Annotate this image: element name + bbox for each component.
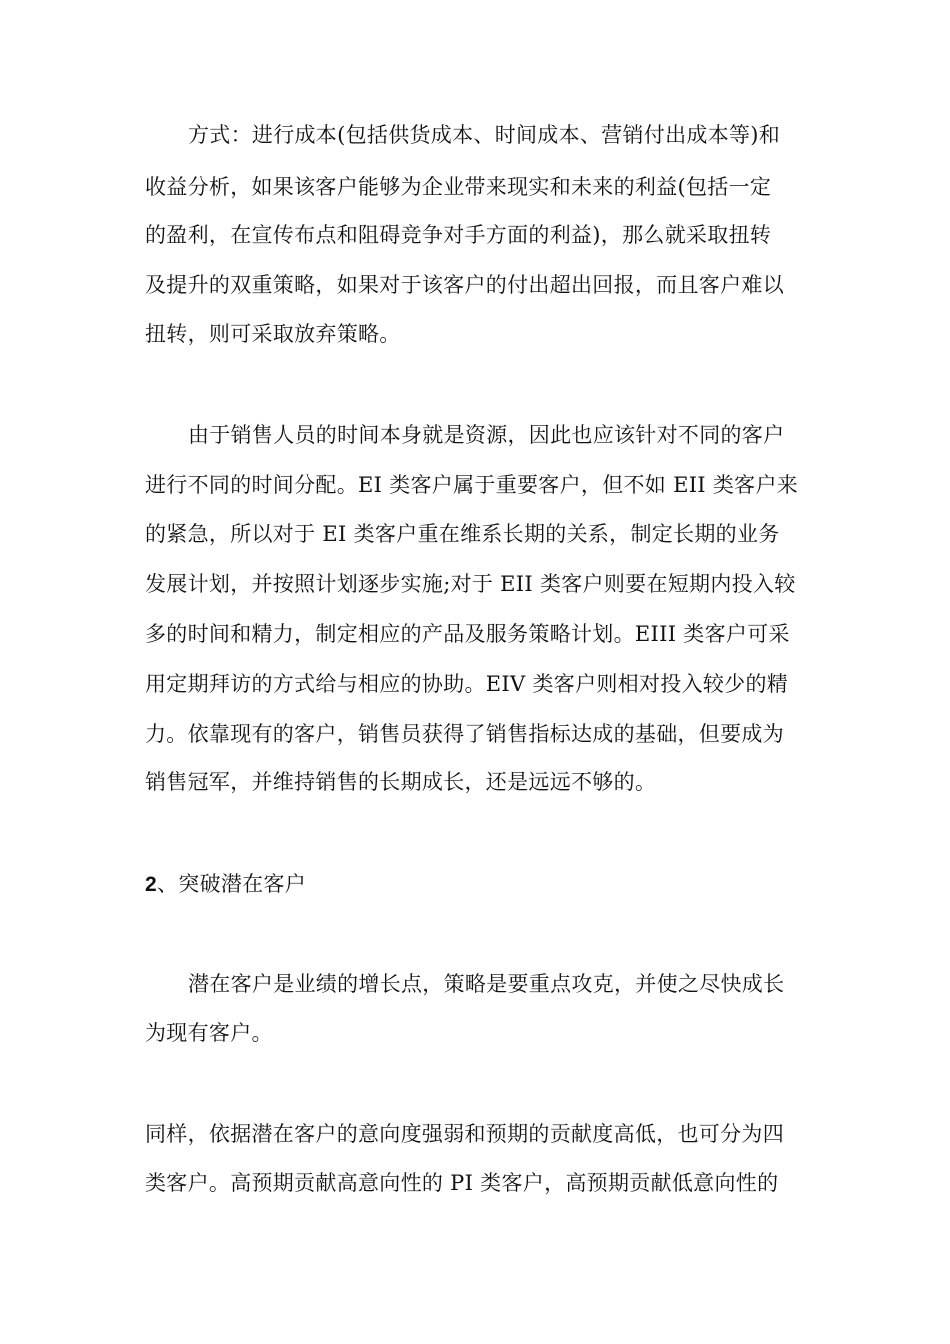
paragraph-2-line-7: 力。依靠现有的客户，销售员获得了销售指标达成的基础，但要成为 [145, 722, 784, 746]
paragraph-2-line-6: 用定期拜访的方式给与相应的协助。EIV 类客户则相对投入较少的精 [145, 672, 789, 696]
section-heading [145, 869, 810, 900]
paragraph-1-line-5: 扭转，则可采取放弃策略。 [145, 322, 401, 346]
paragraph-3-line-2: 为现有客户。 [145, 1021, 273, 1045]
paragraph-1-line-1: 方式：进行成本(包括供货成本、时间成本、营销付出成本等)和 [188, 123, 781, 147]
section-heading-text: 、突破潜在客户 [156, 872, 307, 896]
paragraph-4-line-1: 同样，依据潜在客户的意向度强弱和预期的贡献度高低，也可分为四 [145, 1122, 784, 1146]
paragraph-2-line-4: 发展计划，并按照计划逐步实施;对于 EII 类客户则要在短期内投入较 [145, 572, 796, 596]
paragraph-2-line-2: 进行不同的时间分配。EI 类客户属于重要客户，但不如 EII 类客户来 [145, 473, 799, 497]
paragraph-2-line-8: 销售冠军，并维持销售的长期成长，还是远远不够的。 [145, 770, 657, 794]
paragraph-3-line-1: 潜在客户是业绩的增长点，策略是要重点攻克，并使之尽快成长 [188, 972, 785, 996]
paragraph-2-line-1: 由于销售人员的时间本身就是资源，因此也应该针对不同的客户 [188, 423, 785, 447]
paragraph-1-line-3: 的盈利，在宣传布点和阻碍竞争对手方面的利益)，那么就采取扭转 [145, 223, 772, 247]
section-heading-number: 2 [145, 873, 157, 896]
paragraph-2-line-3: 的紧急，所以对于 EI 类客户重在维系长期的关系，制定长期的业务 [145, 522, 780, 546]
paragraph-1-line-2: 收益分析，如果该客户能够为企业带来现实和未来的利益(包括一定 [145, 175, 772, 199]
paragraph-4-line-2: 类客户。高预期贡献高意向性的 PI 类客户，高预期贡献低意向性的 [145, 1171, 779, 1195]
paragraph-1-line-4: 及提升的双重策略，如果对于该客户的付出超出回报，而且客户难以 [145, 273, 784, 297]
paragraph-2-line-5: 多的时间和精力，制定相应的产品及服务策略计划。EIII 类客户可采 [145, 622, 790, 646]
